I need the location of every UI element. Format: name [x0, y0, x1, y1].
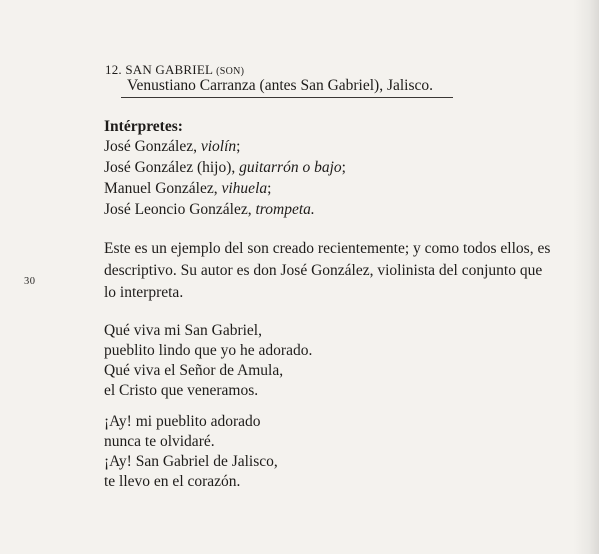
performer-name: José González, — [104, 138, 201, 155]
performer-line — [104, 201, 315, 219]
performer-punct: ; — [267, 180, 272, 197]
verse-line: ¡Ay! San Gabriel de Jalisco, — [104, 453, 278, 470]
verse-line: Qué viva el Señor de Amula, — [104, 362, 284, 379]
page-edge-shadow — [573, 0, 599, 554]
verse-line: el Cristo que veneramos. — [104, 382, 259, 399]
song-number: 12. — [105, 62, 122, 77]
verse-line: te llevo en el corazón. — [104, 473, 241, 490]
performer-punct: ; — [341, 159, 346, 176]
song-location: Venustiano Carranza (antes San Gabriel), Jalisco. — [127, 77, 434, 94]
song-genre: (SON) — [216, 66, 245, 77]
description-line: Este es un ejemplo del son creado recientemente; y como todos ellos, es — [104, 240, 551, 257]
performer-line — [104, 138, 240, 156]
performers-heading: Intérpretes: — [104, 118, 183, 135]
song-heading — [105, 62, 244, 78]
performer-instrument: trompeta. — [255, 201, 315, 218]
description-line: descriptivo. Su autor es don José González, violinista del conjunto que — [104, 262, 543, 279]
performer-instrument: vihuela — [221, 180, 268, 197]
verse-line: pueblito lindo que yo he adorado. — [104, 342, 313, 359]
performer-name: José Leoncio González, — [104, 201, 256, 218]
page-number: 30 — [24, 276, 36, 287]
performer-instrument: guitarrón o bajo — [239, 159, 342, 176]
performer-punct: ; — [236, 138, 241, 155]
verse-line: ¡Ay! mi pueblito adorado — [104, 413, 261, 430]
verse-line: nunca te olvidaré. — [104, 433, 215, 450]
performer-line — [104, 180, 271, 198]
heading-divider — [121, 97, 453, 98]
performer-line — [104, 159, 346, 177]
performer-name: Manuel González, — [104, 180, 222, 197]
description-line: lo interpreta. — [104, 284, 184, 301]
song-title: SAN GABRIEL — [125, 62, 213, 77]
verse-line: Qué viva mi San Gabriel, — [104, 322, 262, 339]
performer-name: José González (hijo), — [104, 159, 240, 176]
performer-instrument: violín — [200, 138, 237, 155]
